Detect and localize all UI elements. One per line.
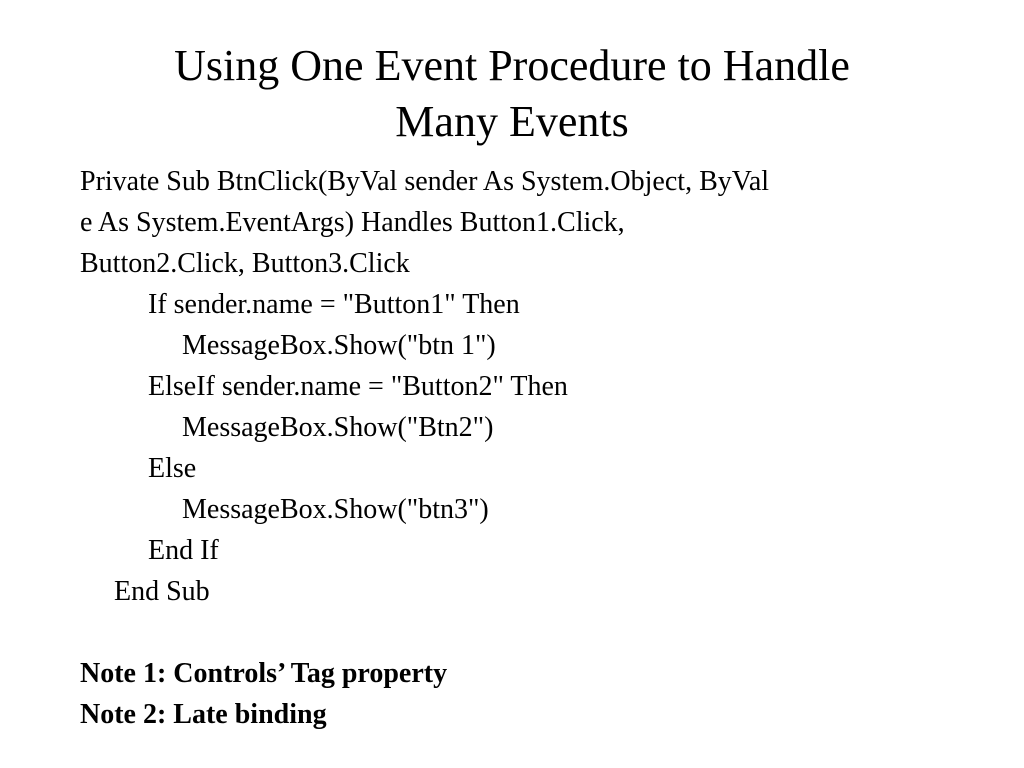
code-line: MessageBox.Show("btn 1") [182, 330, 496, 361]
code-line: Private Sub BtnClick(ByVal sender As System.Object, ByVal [80, 166, 770, 197]
code-line: e As System.EventArgs) Handles Button1.Click, [80, 207, 625, 238]
slide-title [0, 38, 1024, 150]
code-line: Else [148, 453, 197, 484]
code-line: Button2.Click, Button3.Click [80, 248, 410, 279]
code-line: ElseIf sender.name = "Button2" Then [148, 371, 568, 402]
slide-title-line-1: Using One Event Procedure to Handle [174, 41, 850, 90]
code-block [80, 161, 960, 735]
code-line: End Sub [114, 576, 210, 607]
note-2: Note 2: Late binding [80, 699, 327, 730]
note-1: Note 1: Controls’ Tag property [80, 658, 448, 689]
code-line: End If [148, 535, 219, 566]
blank-line [80, 612, 960, 653]
code-line: MessageBox.Show("Btn2") [182, 412, 494, 443]
code-line: If sender.name = "Button1" Then [148, 289, 520, 320]
code-line: MessageBox.Show("btn3") [182, 494, 489, 525]
slide-title-line-2: Many Events [395, 97, 629, 146]
